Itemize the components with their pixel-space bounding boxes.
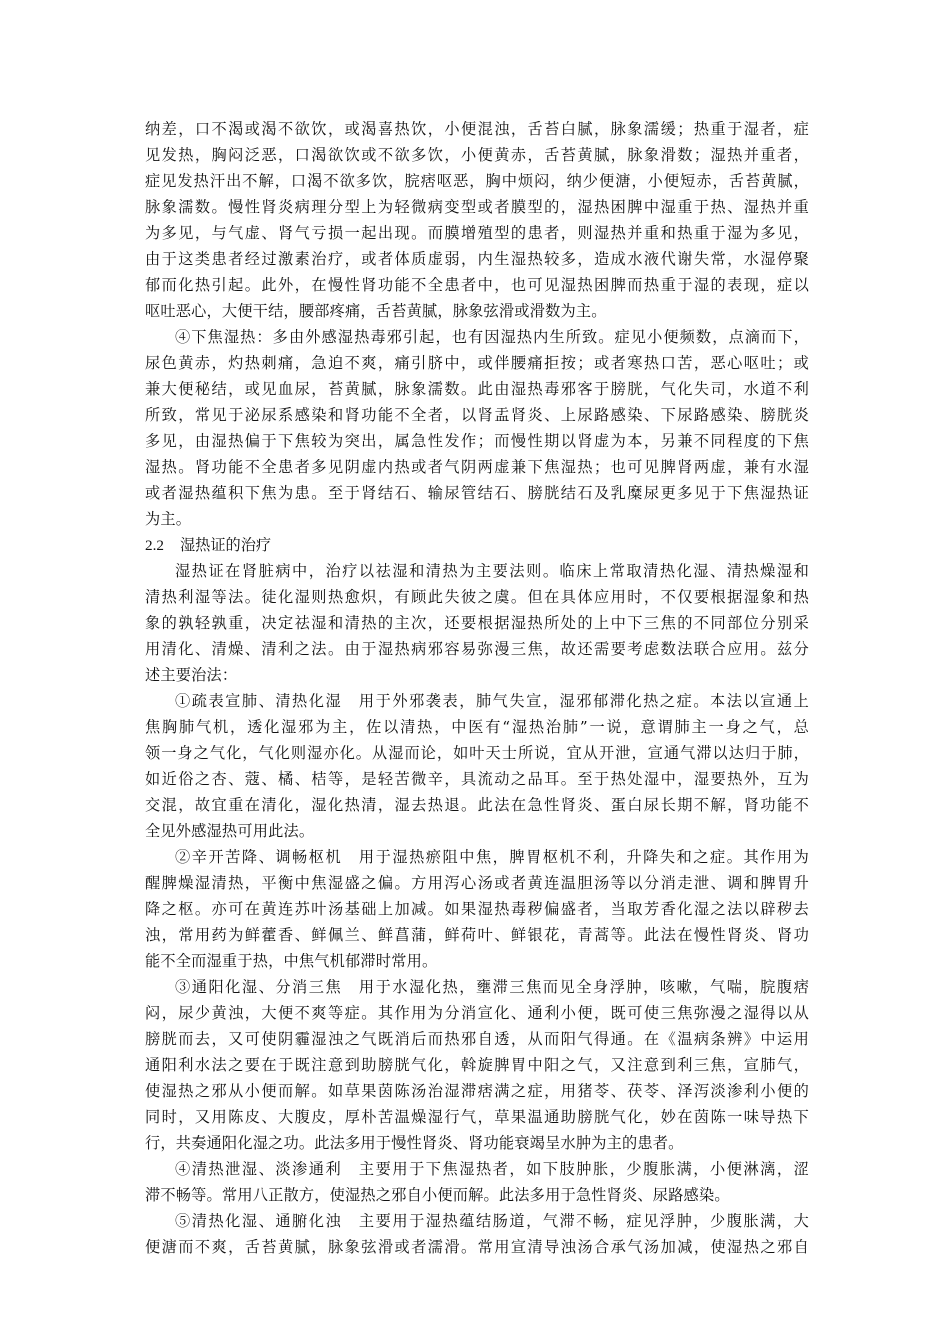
text-line: 闷，尿少黄浊，大便不爽等症。其作用为分消宣化、通利小便，既可使三焦弥漫之湿得以从	[145, 1004, 809, 1022]
text-line: 便溏而不爽，舌苔黄腻，脉象弦滑或者濡滑。常用宣清导浊汤合承气汤加减，使湿热之邪自	[145, 1238, 809, 1256]
section-number: 2.2	[145, 537, 164, 554]
text-line: 滞不畅等。常用八正散方，使湿热之邪自小便而解。此法多用于急性肾炎、尿路感染。	[145, 1186, 730, 1204]
text-line: 用清化、清燥、清利之法。由于湿热病邪容易弥漫三焦，故还需要考虑数法联合应用。兹分	[145, 640, 809, 658]
text-line: 为主。	[145, 510, 192, 528]
text-line: 所致，常见于泌尿系感染和肾功能不全者，以肾盂肾炎、上尿路感染、下尿路感染、膀胱炎	[145, 406, 809, 424]
text-line: 浊，常用药为鲜藿香、鲜佩兰、鲜菖蒲，鲜荷叶、鲜银花，青蒿等。此法在慢性肾炎、肾功	[145, 926, 809, 944]
text-line: 或者湿热蕴积下焦为患。至于肾结石、输尿管结石、膀胱结石及乳糜尿更多见于下焦湿热证	[145, 484, 809, 502]
text-line: 湿热。肾功能不全患者多见阴虚内热或者气阴两虚兼下焦湿热；也可见脾肾两虚，兼有水湿	[145, 458, 809, 476]
paragraph-first-line: ④清热泄湿、淡渗通利 主要用于下焦湿热者，如下肢肿胀，少腹胀满，小便淋漓，涩	[175, 1160, 809, 1178]
paragraph-first-line: ①疏表宣肺、清热化湿 用于外邪袭表，肺气失宣，湿邪郁滞化热之症。本法以宣通上	[175, 692, 809, 710]
text-line: 尿色黄赤，灼热刺痛，急迫不爽，痛引脐中，或伴腰痛拒按；或者寒热口苦，恶心呕吐；或	[145, 354, 809, 372]
paragraph-first-line: ②辛开苦降、调畅枢机 用于湿热瘀阻中焦，脾胃枢机不利，升降失和之症。其作用为	[175, 848, 809, 866]
text-line: 同时，又用陈皮、大腹皮，厚朴苦温燥湿行气，草果温通助膀胱气化，妙在茵陈一味导热下	[145, 1108, 809, 1126]
text-line: 行，共奏通阳化湿之功。此法多用于慢性肾炎、肾功能衰竭呈水肿为主的患者。	[145, 1134, 684, 1152]
text-line: 郁而化热引起。此外，在慢性肾功能不全患者中，也可见湿热困脾而热重于湿的表现，症以	[145, 276, 809, 294]
text-line: 清热利湿等法。徒化湿则热愈炽，有顾此失彼之虞。但在具体应用时，不仅要根据湿象和热	[145, 588, 809, 606]
paragraph-first-line: ③通阳化湿、分消三焦 用于水湿化热，壅滞三焦而见全身浮肿，咳嗽，气喘，脘腹痞	[175, 978, 809, 996]
text-line: 兼大便秘结，或见血尿，苔黄腻，脉象濡数。此由湿热毒邪客于膀胱，气化失司，水道不利	[145, 380, 809, 398]
text-line: 膀胱而去，又可使阴霾湿浊之气既消后而热邪自透，从而阳气得通。在《温病条辨》中运用	[145, 1030, 809, 1048]
text-line: 使湿热之邪从小便而解。如草果茵陈汤治湿滞痞满之症，用猪苓、茯苓、泽泻淡渗利小便的	[145, 1082, 809, 1100]
text-line: 能不全而湿重于热，中焦气机郁滞时常用。	[145, 952, 438, 970]
text-line: 见发热，胸闷泛恶，口渴欲饮或不欲多饮，小便黄赤，舌苔黄腻，脉象滑数；湿热并重者，	[145, 146, 809, 164]
text-line: 通阳利水法之要在于既注意到助膀胱气化，斡旋脾胃中阳之气，又注意到利三焦，宣肺气，	[145, 1056, 809, 1074]
text-line: 领一身之气化，气化则湿亦化。从湿而论，如叶天士所说，宜从开泄，宣通气滞以达归于肺，	[145, 744, 809, 762]
section-title: 湿热证的治疗	[179, 536, 272, 554]
text-line: 由于这类患者经过激素治疗，或者体质虚弱，内生湿热较多，造成水液代谢失常，水湿停聚	[145, 250, 809, 268]
paragraph-first-line: ⑤清热化湿、通腑化浊 主要用于湿热蕴结肠道，气滞不畅，症见浮肿，少腹胀满，大	[175, 1212, 809, 1230]
text-line: 如近俗之杏、蔻、橘、桔等，是轻苦微辛，具流动之品耳。至于热处湿中，湿要热外，互为	[145, 770, 809, 788]
text-line: 醒脾燥湿清热，平衡中焦湿盛之偏。方用泻心汤或者黄连温胆汤等以分消走泄、调和脾胃升	[145, 874, 809, 892]
text-line: 交混，故宜重在清化，湿化热清，湿去热退。此法在急性肾炎、蛋白尿长期不解，肾功能不	[145, 796, 809, 814]
section-heading	[145, 532, 271, 558]
text-line: 象的孰轻孰重，决定祛湿和清热的主次，还要根据湿热所处的上中下三焦的不同部位分别采	[145, 614, 809, 632]
text-line: 症见发热汗出不解，口渴不欲多饮，脘痞呕恶，胸中烦闷，纳少便溏，小便短赤，舌苔黄腻，	[145, 172, 809, 190]
paragraph-first-line: ④下焦湿热：多由外感湿热毒邪引起，也有因湿热内生所致。症见小便频数，点滴而下，	[175, 328, 809, 346]
paragraph-first-line: 湿热证在肾脏病中，治疗以祛湿和清热为主要法则。临床上常取清热化湿、清热燥湿和	[175, 562, 809, 580]
text-line: 纳差，口不渴或渴不欲饮，或渴喜热饮，小便混浊，舌苔白腻，脉象濡缓；热重于湿者，症	[145, 120, 809, 138]
text-line: 多见，由湿热偏于下焦较为突出，属急性发作；而慢性期以肾虚为本，另兼不同程度的下焦	[145, 432, 809, 450]
text-line: 全见外感湿热可用此法。	[145, 822, 315, 840]
text-line: 为多见，与气虚、肾气亏损一起出现。而膜增殖型的患者，则湿热并重和热重于湿为多见，	[145, 224, 809, 242]
text-line: 降之枢。亦可在黄连苏叶汤基础上加减。如果湿热毒秽偏盛者，当取芳香化湿之法以辟秽去	[145, 900, 809, 918]
text-line: 述主要治法：	[145, 666, 238, 684]
text-line: 脉象濡数。慢性肾炎病理分型上为轻微病变型或者膜型的，湿热困脾中湿重于热、湿热并重	[145, 198, 809, 216]
text-line: 呕吐恶心，大便干结，腰部疼痛，舌苔黄腻，脉象弦滑或滑数为主。	[145, 302, 607, 320]
text-line: 焦胸肺气机，透化湿邪为主，佐以清热，中医有“湿热治肺”一说，意谓肺主一身之气，总	[145, 718, 809, 736]
